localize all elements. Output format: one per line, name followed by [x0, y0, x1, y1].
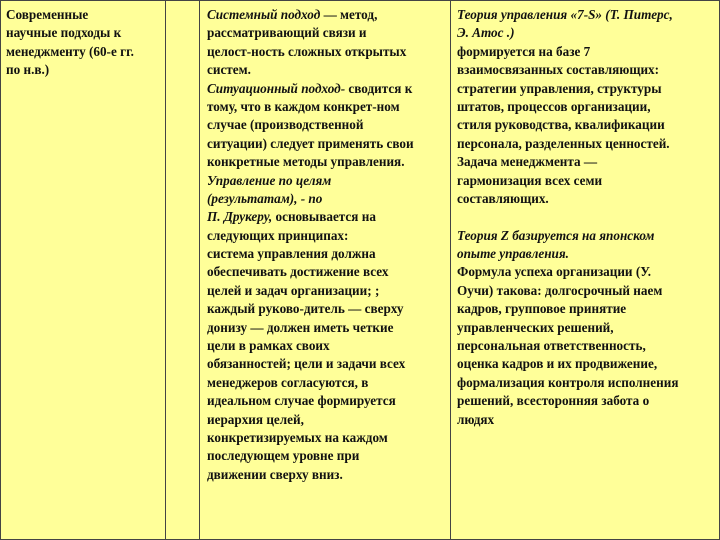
- text-line: персонала, разделенных ценностей.: [457, 135, 670, 151]
- italic-term: опыте управления.: [457, 246, 569, 262]
- period-cell: [6, 6, 162, 80]
- text-line: персональная ответственность,: [457, 338, 646, 354]
- text-line: случае (производственной: [207, 117, 364, 133]
- text-line: формализация контроля исполнения: [457, 374, 679, 390]
- text-line: обеспечивать достижение всех: [207, 264, 389, 280]
- theory-7s-block: [457, 6, 717, 208]
- table-border-left: [0, 0, 1, 540]
- text-line: [207, 172, 447, 190]
- text-line: штатов, процессов организации,: [457, 98, 651, 114]
- text-line: стратегии управления, структуры: [457, 80, 662, 96]
- text-fragment: сводится к: [345, 80, 413, 96]
- text-line: система управления должна: [207, 246, 376, 262]
- table-border-top: [0, 0, 720, 1]
- text-line: [457, 6, 717, 24]
- text-line: научные подходы к: [6, 25, 122, 41]
- text-line: последующем уровне при: [207, 448, 360, 464]
- text-line: систем.: [207, 62, 251, 78]
- text-line: конкретизируемых на каждом: [207, 429, 388, 445]
- text-line: Оучи) такова: долгосрочный наем: [457, 282, 663, 298]
- text-line: идеальном случае формируется: [207, 393, 396, 409]
- italic-term: Ситуационный подход-: [207, 80, 346, 96]
- text-line: Задача менеджмента —: [457, 154, 598, 170]
- text-line: [207, 80, 447, 98]
- text-line: цели в рамках своих: [207, 338, 330, 354]
- column-divider-2: [199, 0, 200, 540]
- block-spacer: [457, 208, 717, 226]
- italic-term: Управление по целям: [207, 172, 332, 188]
- text-line: стиля руководства, квалификации: [457, 117, 665, 133]
- text-line: Формула успеха организации (У.: [457, 264, 652, 280]
- text-line: каждый руково-дитель — сверху: [207, 301, 404, 317]
- text-line: [457, 245, 717, 263]
- text-line: целост-ность сложных открытых: [207, 43, 407, 59]
- italic-term: Системный подход: [207, 7, 321, 22]
- text-line: конкретные методы управления.: [207, 154, 405, 170]
- text-line: Современные: [6, 7, 89, 22]
- text-line: управленческих решений,: [457, 319, 614, 335]
- text-line: тому, что в каждом конкрет-ном: [207, 98, 400, 114]
- theories-cell: [457, 6, 717, 429]
- text-line: [207, 190, 447, 208]
- text-line: менеджеров согласуются, в: [207, 374, 369, 390]
- italic-term: П. Друкеру,: [207, 209, 273, 225]
- approaches-cell: [207, 6, 447, 484]
- text-line: [457, 24, 717, 42]
- italic-term: Теория Z базируется на японском: [457, 227, 655, 243]
- text-line: движении сверху вниз.: [207, 466, 343, 482]
- text-line: менеджменту (60-е гг.: [6, 43, 134, 59]
- text-line: [207, 6, 447, 24]
- text-line: составляющих.: [457, 190, 549, 206]
- italic-term: Э. Атос .): [457, 25, 515, 41]
- text-line: кадров, групповое принятие: [457, 301, 627, 317]
- text-line: иерархия целей,: [207, 411, 304, 427]
- text-fragment: основывается на: [272, 209, 376, 225]
- text-line: [457, 227, 717, 245]
- text-line: взаимосвязанных составляющих:: [457, 62, 660, 78]
- text-line: донизу — должен иметь четкие: [207, 319, 394, 335]
- text-line: следующих принципах:: [207, 227, 349, 243]
- column-divider-1: [165, 0, 166, 540]
- text-line: формируется на базе 7: [457, 43, 591, 59]
- text-fragment: — метод,: [320, 7, 378, 22]
- text-line: ситуации) следует применять свои: [207, 135, 414, 151]
- text-line: рассматривающий связи и: [207, 25, 367, 41]
- text-line: обязанностей; цели и задачи всех: [207, 356, 406, 372]
- text-line: людях: [457, 411, 495, 427]
- text-line: по н.в.): [6, 62, 50, 78]
- column-divider-3: [450, 0, 451, 540]
- theory-z-block: [457, 227, 717, 429]
- text-line: целей и задач организации; ;: [207, 282, 380, 298]
- text-line: решений, всесторонняя забота о: [457, 393, 650, 409]
- italic-term: (результатам), - по: [207, 190, 323, 206]
- text-line: оценка кадров и их продвижение,: [457, 356, 658, 372]
- text-line: гармонизация всех семи: [457, 172, 603, 188]
- italic-term: Теория управления «7-S» (Т. Питерс,: [457, 7, 673, 22]
- text-line: [207, 208, 447, 226]
